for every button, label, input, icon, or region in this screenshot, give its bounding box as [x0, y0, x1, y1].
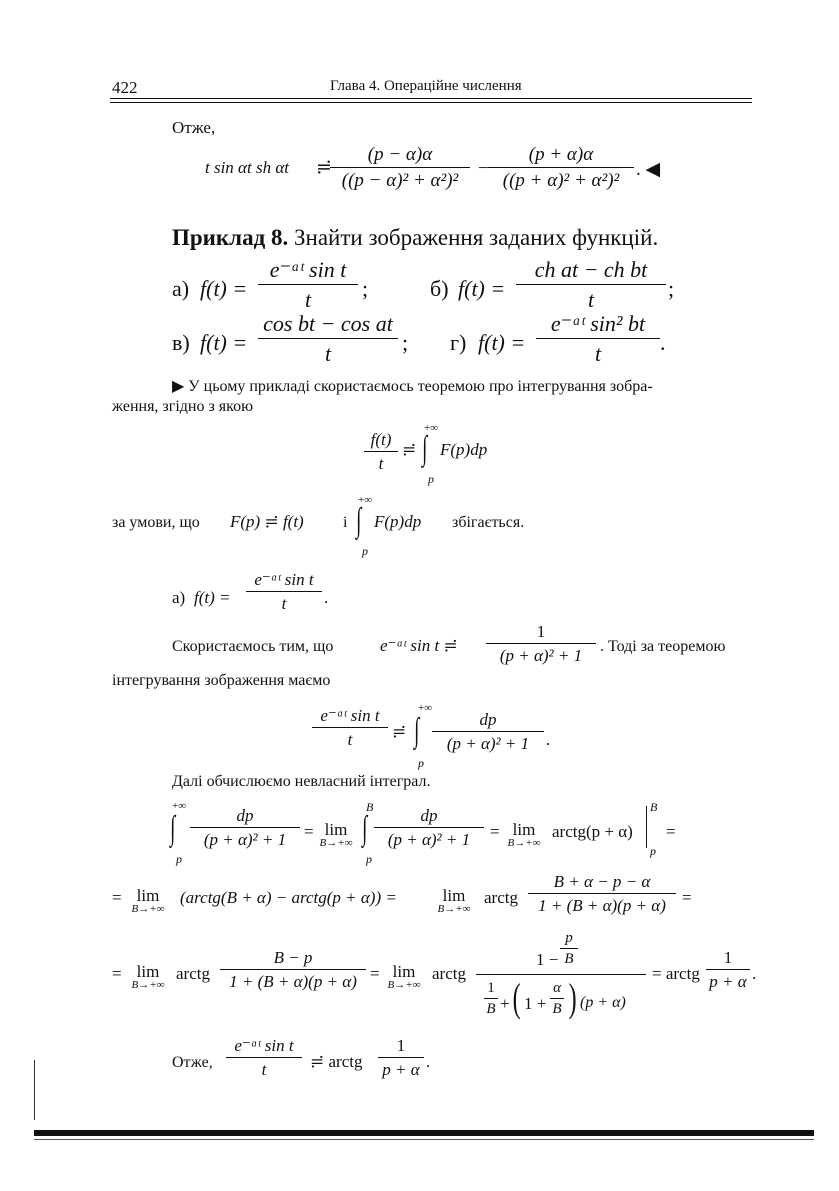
l3-lim2-sub: B→+∞: [387, 979, 421, 991]
page-number: 422: [112, 78, 138, 97]
l3-eq: =: [112, 964, 122, 983]
l3-den2-a: α: [553, 980, 561, 996]
l1-eval-bar: [646, 806, 647, 848]
l2-lim2-sub: B→+∞: [437, 903, 471, 915]
scan-edge-mark: [34, 1060, 35, 1120]
l1-num: dp: [236, 806, 254, 825]
l3-num: B − p: [273, 948, 313, 967]
condition-and: і: [343, 514, 348, 531]
item-a-den: t: [304, 287, 312, 312]
l3-eq2: =: [370, 964, 380, 983]
l3-den2-in-1: 1 +: [524, 994, 547, 1013]
item-b-num: ch at − ch bt: [534, 257, 648, 282]
l3-num2-p: p: [565, 930, 573, 946]
theorem-fraction: [364, 430, 398, 474]
l1-lim2-word: lim: [512, 820, 536, 839]
solution-text-1: ▶ У цьому прикладі скористаємось теоремою про інтегрування зобра-: [172, 378, 653, 395]
l2-lim2-word: lim: [442, 886, 466, 905]
l2-num: B + α − p − α: [553, 872, 651, 891]
l2-fraction: [528, 872, 676, 916]
l3-fraction: [220, 948, 366, 992]
l2-expr: (arctg(B + α) − arctg(p + α)) =: [180, 888, 397, 907]
use-den: (p + α)² + 1: [499, 646, 583, 665]
condition-pre: за умови, що: [112, 514, 200, 531]
l3-lim2: [384, 962, 424, 991]
top-den2: ((p + α)² + α²)²: [502, 170, 620, 191]
l3-lim2-word: lim: [392, 962, 416, 981]
l3-paren-close: ): [568, 975, 577, 1020]
l1-eq1: =: [304, 822, 314, 841]
theorem-integrand: F(p)dp: [440, 440, 488, 459]
l1-lower2: p: [366, 852, 372, 866]
solution-text-1b: ження, згідно з якою: [112, 398, 254, 415]
part-a-lhs: f(t) =: [194, 588, 231, 607]
example-heading-bold: Приклад 8.: [172, 225, 289, 250]
use-num: 1: [536, 622, 546, 641]
l1-lim-word: lim: [324, 820, 348, 839]
top-formula-arrow: ≓: [316, 157, 332, 178]
l1-lower: p: [176, 852, 182, 866]
res1-inum: dp: [479, 710, 497, 729]
l1-lim2: [504, 820, 544, 849]
example-heading: [172, 225, 658, 251]
l2-den: 1 + (B + α)(p + α): [538, 896, 666, 915]
l3-end: .: [752, 964, 757, 983]
l3-lim-word: lim: [136, 962, 160, 981]
top-fraction-2: [488, 144, 634, 192]
final-result-fraction: [378, 1036, 424, 1080]
l1-eq3: =: [666, 822, 676, 841]
item-d-label: г): [450, 330, 467, 355]
res1-iden: (p + α)² + 1: [446, 734, 530, 753]
part-a-num: e⁻ᵅᵗ sin t: [254, 570, 314, 589]
l1-fraction: [190, 806, 300, 850]
bottom-scan-bar: [34, 1130, 814, 1136]
item-a-fraction: [258, 257, 358, 313]
theorem-upper: +∞: [424, 422, 439, 434]
use-fraction: [486, 622, 596, 666]
l1-eval-lower: p: [650, 844, 656, 858]
res1-den: t: [347, 730, 353, 749]
item-c-fraction: [258, 311, 398, 367]
theorem-den: t: [378, 454, 384, 473]
item-a-num: e⁻ᵃᵗ sin t: [269, 257, 347, 282]
l3-main-bar: [476, 974, 646, 975]
l3-lim-sub: B→+∞: [131, 979, 165, 991]
top-formula-lhs: t sin αt sh αt: [205, 158, 289, 177]
item-b-lhs: f(t) =: [458, 276, 506, 301]
res1-arrow: ≓: [392, 722, 407, 741]
item-c-num: cos bt − cos at: [263, 311, 393, 336]
condition-integrand: F(p)dp: [374, 512, 422, 531]
l3-den2-plus: +: [500, 994, 510, 1013]
l2-lim-sub: B→+∞: [131, 903, 165, 915]
l1-arctg: arctg(p + α): [552, 822, 633, 841]
l1-den2: (p + α)² + 1: [387, 830, 471, 849]
res1-num: e⁻ᵅᵗ sin t: [320, 706, 380, 725]
l3-rnum: 1: [723, 948, 733, 967]
l3-den2-tail: (p + α): [580, 994, 626, 1011]
final-end: .: [426, 1052, 431, 1071]
final-rnum: 1: [396, 1036, 406, 1055]
top-minus: −: [478, 158, 489, 179]
item-d-num: e⁻ᵃᵗ sin² bt: [550, 311, 646, 336]
l1-eval-upper: B: [650, 800, 658, 814]
theorem-num: f(t): [370, 430, 392, 449]
final-fraction: [226, 1036, 302, 1080]
final-word: Отже,: [172, 1054, 213, 1071]
l3-paren-open: (: [512, 975, 521, 1020]
l3-den2-1B: [484, 980, 498, 1018]
l1-num2: dp: [420, 806, 438, 825]
item-c-end: ;: [402, 330, 409, 355]
res1-fraction: [312, 706, 388, 750]
res1-integral-sign: ∫: [414, 712, 420, 749]
l1-upper: +∞: [172, 800, 187, 812]
part-a-end: .: [324, 588, 329, 607]
chapter-title: Глава 4. Операційне числення: [330, 78, 522, 94]
condition-integral-sign: ∫: [356, 502, 362, 539]
final-rden: p + α: [382, 1060, 420, 1079]
top-den1: ((p − α)² + α²)²: [341, 170, 459, 191]
integral-sign: ∫: [422, 430, 428, 467]
res1-upper: +∞: [418, 702, 433, 714]
condition-upper: +∞: [358, 494, 373, 506]
l1-upper2: B: [366, 800, 374, 814]
item-a-lhs: f(t) =: [200, 276, 248, 301]
item-d-den: t: [594, 341, 602, 366]
item-b-label: б): [430, 276, 449, 301]
theorem-arrow: ≓: [402, 440, 417, 459]
example-heading-text: Знайти зображення заданих функцій.: [293, 225, 659, 250]
item-c-den: t: [324, 341, 332, 366]
l3-eq3: = arctg: [652, 964, 700, 983]
l2-eq: =: [112, 888, 122, 907]
condition-formula: F(p) ≓ f(t): [230, 512, 304, 531]
use-pre: Скористаємось тим, що: [172, 638, 334, 655]
top-fraction-1: [330, 144, 470, 192]
theorem-lower: p: [428, 472, 434, 486]
l2-lim-word: lim: [136, 886, 160, 905]
l3-arctg: arctg: [176, 964, 210, 983]
l3-den2-B: B: [486, 1001, 496, 1017]
item-b-den: t: [587, 287, 595, 312]
l1-lim: [316, 820, 356, 849]
use-post: . Тоді за теоремою: [600, 638, 726, 655]
l3-result-fraction: [706, 948, 750, 992]
l1-lim-sub: B→+∞: [319, 837, 353, 849]
item-a-end: ;: [362, 276, 369, 301]
l3-den2-aB: [550, 980, 564, 1018]
next-text: Далі обчислюємо невласний інтеграл.: [172, 773, 431, 790]
final-num: e⁻ᵅᵗ sin t: [234, 1036, 294, 1055]
l2-arctg: arctg: [484, 888, 518, 907]
header-rule: [110, 98, 752, 99]
l3-num2-a: 1 −: [536, 950, 559, 969]
condition-post: збігається.: [452, 514, 525, 531]
item-c-lhs: f(t) =: [200, 330, 248, 355]
l2-lim2: [434, 886, 474, 915]
l3-num2-pB: [560, 930, 578, 968]
part-a-fraction: [246, 570, 322, 614]
use-formula: e⁻ᵅᵗ sin t ≓: [380, 636, 458, 655]
l1-eq2: =: [490, 822, 500, 841]
item-a-label: а): [172, 276, 190, 301]
l1-fraction-2: [374, 806, 484, 850]
item-d-lhs: f(t) =: [478, 330, 526, 355]
l3-lim: [128, 962, 168, 991]
l1-integral-sign-2: ∫: [362, 810, 368, 847]
item-d-fraction: [536, 311, 660, 367]
item-c-label: в): [172, 330, 190, 355]
item-b-end: ;: [668, 276, 675, 301]
res1-end: .: [546, 730, 551, 749]
l3-den: 1 + (B + α)(p + α): [229, 972, 357, 991]
l2-lim: [128, 886, 168, 915]
end-mark: . ◀: [636, 159, 661, 180]
condition-lower: p: [362, 544, 368, 558]
header-rule-thin: [110, 102, 752, 103]
l2-end: =: [682, 888, 692, 907]
bottom-scan-line: [34, 1139, 814, 1140]
l1-den: (p + α)² + 1: [203, 830, 287, 849]
part-a-label: а): [172, 588, 186, 607]
part-a-den: t: [281, 594, 287, 613]
l3-den2-1: 1: [487, 980, 495, 996]
l3-rden: p + α: [709, 972, 747, 991]
intro-word: Отже,: [172, 118, 216, 137]
final-arrow: ≓ arctg: [310, 1052, 363, 1071]
res1-lower: p: [418, 756, 424, 770]
l3-num2-B: B: [564, 951, 574, 967]
final-den: t: [261, 1060, 267, 1079]
item-b-fraction: [516, 257, 666, 313]
item-d-end: .: [660, 330, 666, 355]
res1-int-fraction: [432, 710, 544, 754]
l3-den2-B2: B: [552, 1001, 562, 1017]
top-num1: (p − α)α: [367, 144, 433, 165]
top-num2: (p + α)α: [528, 144, 594, 165]
l1-lim2-sub: B→+∞: [507, 837, 541, 849]
l3-arctg2: arctg: [432, 964, 466, 983]
use-line2: інтегрування зображення маємо: [112, 672, 331, 689]
l1-integral-sign: ∫: [170, 810, 176, 847]
